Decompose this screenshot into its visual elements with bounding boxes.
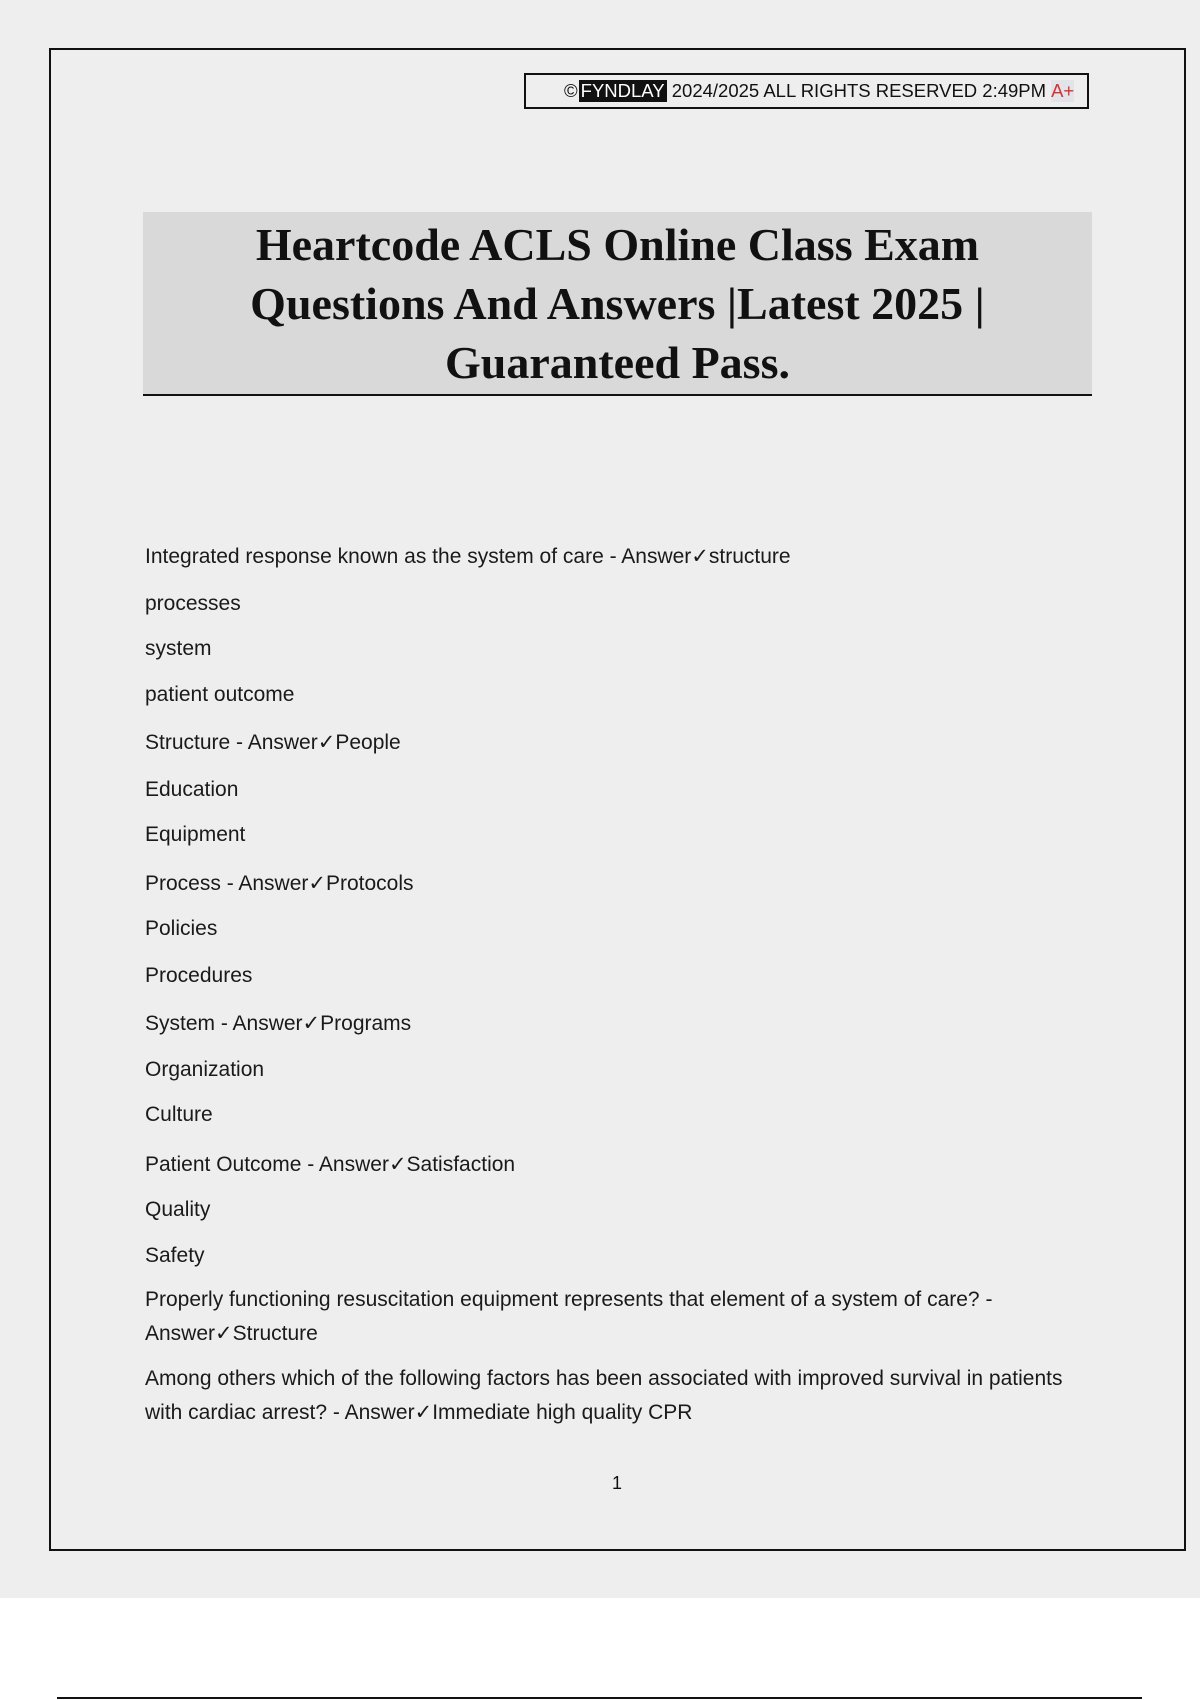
qa-line: Patient Outcome - Answer✓Satisfaction [145,1153,516,1176]
qa-line: Culture [145,1103,213,1126]
qa-line: Policies [145,917,218,940]
page-break-rule [57,1697,1142,1699]
title-banner [143,212,1092,396]
brand-name: FYNDLAY [580,80,665,101]
qa-line: Organization [145,1058,265,1081]
copyright-header [524,73,1089,109]
title-line-1: Heartcode ACLS Online Class Exam [255,218,980,270]
title-line-3: Guaranteed Pass. [444,336,790,388]
qa-line: Quality [145,1198,211,1221]
qa-line: Process - Answer✓Protocols [145,872,414,895]
title-line-2: Questions And Answers |Latest 2025 | [250,277,985,329]
qa-line: processes [145,592,241,615]
qa-line: System - Answer✓Programs [145,1012,412,1035]
qa-line: Equipment [145,823,246,846]
page-title [250,215,985,392]
qa-line: Safety [145,1244,205,1267]
qa-line: system [145,637,212,660]
copyright-notice: 2024/2025 ALL RIGHTS RESERVED 2:49PM [671,80,1047,101]
qa-line: Structure - Answer✓People [145,731,401,754]
grade-badge: A+ [1051,80,1075,101]
qa-line: Integrated response known as the system of care - Answer✓structure [145,545,791,568]
qa-line: patient outcome [145,683,295,706]
qa-line: Procedures [145,964,253,987]
page-number: 1 [611,1473,622,1493]
qa-line: Properly functioning resuscitation equipment represents that element of a system of care? - Answer✓Structure [145,1288,993,1345]
qa-line: Education [145,778,239,801]
copyright-symbol: © [564,80,578,101]
qa-line: Among others which of the following factors has been associated with improved survival in patients with cardiac arrest? - Answer✓Immediate high quality CPR [145,1367,1063,1424]
